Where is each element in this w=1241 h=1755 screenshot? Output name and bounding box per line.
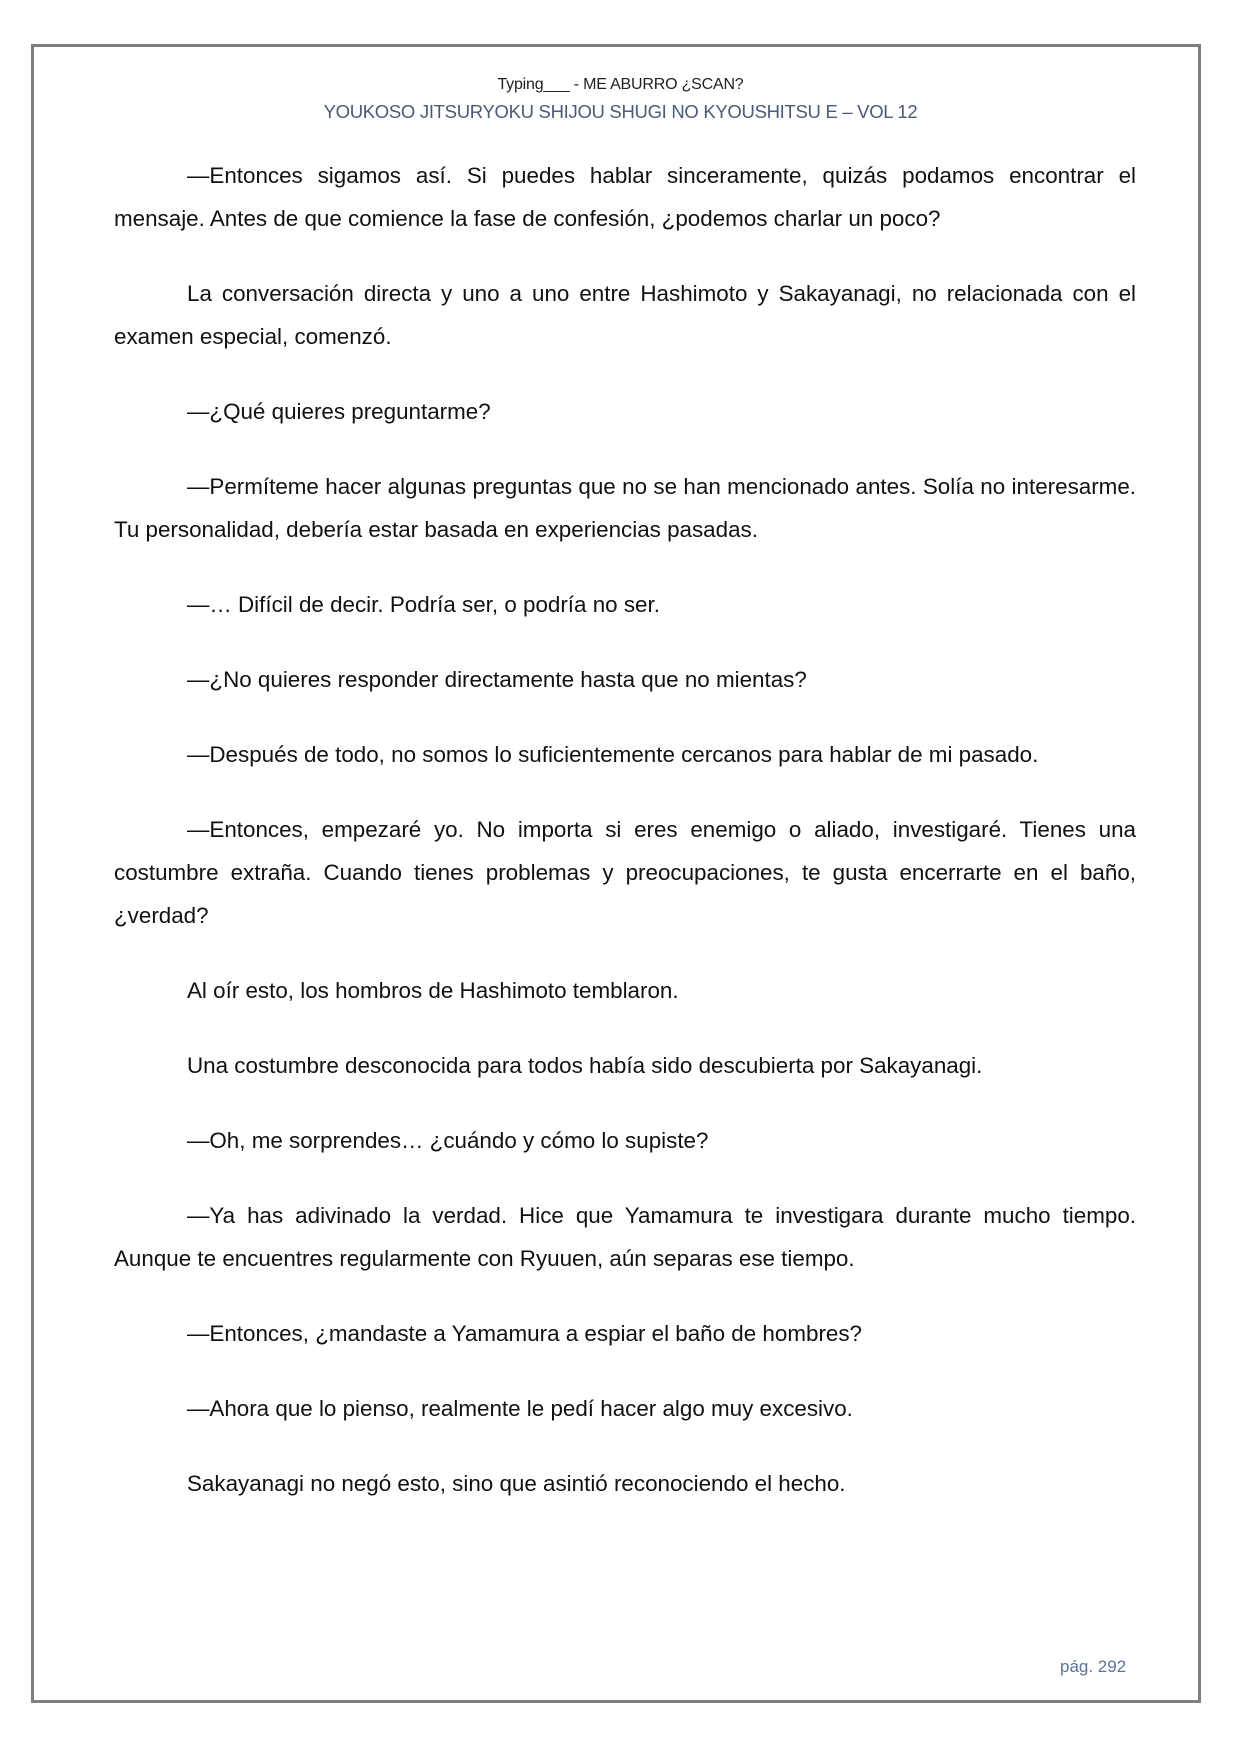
paragraph: —Después de todo, no somos lo suficientemente cercanos para hablar de mi pasado.	[187, 742, 1039, 767]
paragraph: —Entonces sigamos así. Si puedes hablar sinceramente, quizás podamos encontrar el mensaje. Antes de que comience la fase de confesión, ¿podemos charlar un poco?	[114, 163, 1136, 231]
paragraph: Al oír esto, los hombros de Hashimoto temblaron.	[187, 978, 679, 1003]
paragraph: —Entonces, ¿mandaste a Yamamura a espiar el baño de hombres?	[187, 1321, 862, 1346]
paragraph: —Ya has adivinado la verdad. Hice que Yamamura te investigara durante mucho tiempo. Aunque te encuentres regularmente con Ryuuen, aún separas ese tiempo.	[114, 1203, 1136, 1271]
paragraph: La conversación directa y uno a uno entre Hashimoto y Sakayanagi, no relacionada con el examen especial, comenzó.	[114, 281, 1136, 349]
paragraph: —Oh, me sorprendes… ¿cuándo y cómo lo supiste?	[187, 1128, 709, 1153]
paragraph: —Ahora que lo pienso, realmente le pedí hacer algo muy excesivo.	[187, 1396, 853, 1421]
header-credit: Typing___ - ME ABURRO ¿SCAN?	[497, 76, 744, 93]
paragraph: —… Difícil de decir. Podría ser, o podría no ser.	[187, 592, 660, 617]
paragraph: —¿Qué quieres preguntarme?	[187, 399, 491, 424]
body-text	[114, 154, 1136, 1537]
page-number: pág. 292	[1060, 1657, 1127, 1676]
paragraph: —Entonces, empezaré yo. No importa si eres enemigo o aliado, investigaré. Tienes una costumbre extraña. Cuando tienes problemas y preocupaciones, te gusta encerrarte en el baño, ¿verdad?	[114, 817, 1136, 928]
paragraph: —¿No quieres responder directamente hasta que no mientas?	[187, 667, 807, 692]
paragraph: Sakayanagi no negó esto, sino que asintió reconociendo el hecho.	[187, 1471, 846, 1496]
header-title: YOUKOSO JITSURYOKU SHIJOU SHUGI NO KYOUSHITSU E – VOL 12	[323, 101, 918, 122]
paragraph: —Permíteme hacer algunas preguntas que no se han mencionado antes. Solía no interesarme. Tu personalidad, debería estar basada en experiencias pasadas.	[114, 474, 1136, 542]
paragraph: Una costumbre desconocida para todos había sido descubierta por Sakayanagi.	[187, 1053, 983, 1078]
